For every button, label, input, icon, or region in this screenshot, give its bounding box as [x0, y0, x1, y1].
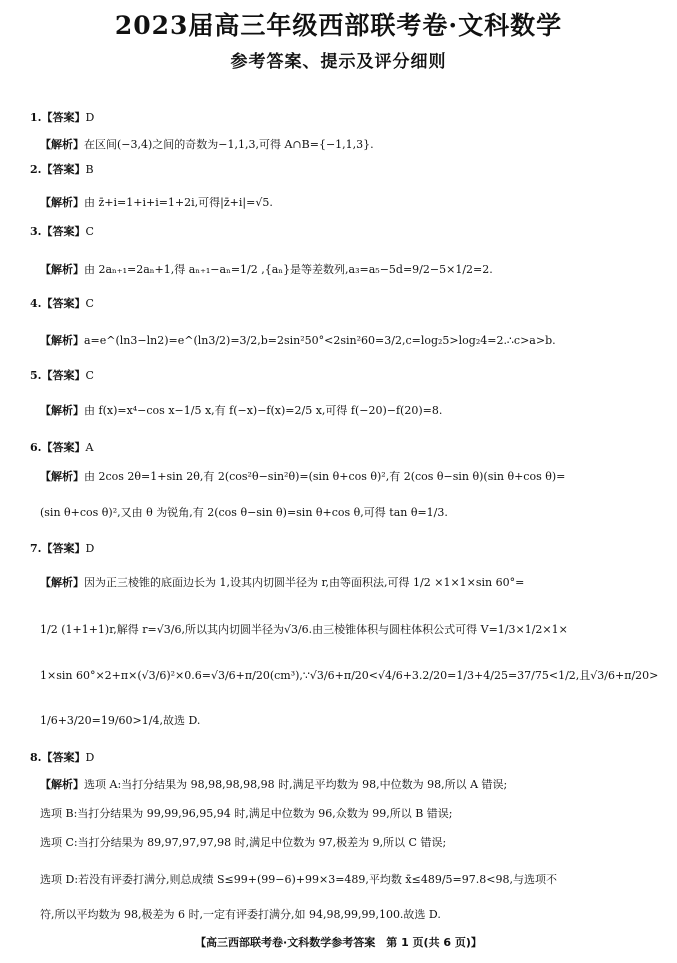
analysis-text: 在区间(−3,4)之间的奇数为−1,1,3,可得 A∩B={−1,1,3}. — [84, 138, 374, 151]
answer-line-q5 — [30, 368, 647, 383]
answer-line-q6 — [30, 440, 647, 455]
analysis-text: 由 f(x)=x⁴−cos x−1/5 x,有 f(−x)−f(x)=2/5 x,可得 f(−20)−f(20)=8. — [84, 404, 443, 417]
answer-tag: 【答案】 — [41, 441, 86, 454]
answer-tag: 【答案】 — [41, 111, 86, 124]
analysis-text: 1/6+3/20=19/60>1/4,故选 D. — [40, 714, 201, 727]
analysis-text: 由 2cos 2θ=1+sin 2θ,有 2(cos²θ−sin²θ)=(sin θ+cos θ)²,有 2(cos θ−sin θ)(sin θ+cos θ)= — [84, 470, 566, 483]
answer-line-q2 — [30, 162, 647, 177]
analysis-text: 选项 B:当打分结果为 99,99,96,95,94 时,满足中位数为 96,众数为 99,所以 B 错误; — [40, 807, 453, 820]
question-number: 6. — [30, 441, 42, 454]
answer-tag: 【答案】 — [41, 369, 86, 382]
question-number: 8. — [30, 751, 42, 764]
answer-value: C — [85, 297, 94, 310]
answer-value: D — [85, 751, 95, 764]
answer-value: C — [85, 369, 94, 382]
analysis-text: 1×sin 60°×2+π×(√3/6)²×0.6=√3/6+π/20(cm³),∵√3/6+π/20<√4/6+3.2/20=1/3+4/25=37/75<1/2,且√3/6+π/20> — [40, 669, 659, 682]
analysis-tag: 【解析】 — [40, 334, 84, 347]
analysis-line-q1 — [40, 137, 647, 152]
page-title: 2023届高三年级西部联考卷·文科数学 — [114, 11, 563, 40]
answer-line-q1 — [30, 110, 647, 125]
analysis-tag: 【解析】 — [40, 263, 84, 276]
analysis-line-q8 — [40, 835, 647, 850]
question-number: 7. — [30, 542, 42, 555]
analysis-text: 因为正三棱锥的底面边长为 1,设其内切圆半径为 r,由等面积法,可得 1/2 ×1×1×sin 60°= — [84, 576, 525, 589]
answer-tag: 【答案】 — [41, 225, 86, 238]
analysis-tag: 【解析】 — [40, 470, 84, 483]
answer-value: B — [85, 163, 94, 176]
analysis-text: a=e^(ln3−ln2)=e^(ln3/2)=3/2,b=2sin²50°<2sin²60=3/2,c=log₂5>log₂4=2.∴c>a>b. — [84, 334, 556, 347]
analysis-text: 由 2aₙ₊₁=2aₙ+1,得 aₙ₊₁−aₙ=1/2 ,{aₙ}是等差数列,a₃=a₅−5d=9/2−5×1/2=2. — [84, 263, 493, 276]
analysis-line-q6 — [40, 469, 647, 484]
page-subtitle: 参考答案、提示及评分细则 — [230, 52, 447, 72]
analysis-line-q6 — [40, 505, 647, 520]
answer-tag: 【答案】 — [41, 297, 86, 310]
question-number: 3. — [30, 225, 42, 238]
analysis-tag: 【解析】 — [40, 404, 84, 417]
question-number: 2. — [30, 163, 42, 176]
answer-tag: 【答案】 — [41, 163, 86, 176]
answer-line-q3 — [30, 224, 647, 239]
question-number: 5. — [30, 369, 42, 382]
page-footer: 【高三西部联考卷·文科数学参考答案 第 1 页(共 6 页)】 — [195, 936, 482, 949]
analysis-tag: 【解析】 — [40, 138, 84, 151]
analysis-tag: 【解析】 — [40, 778, 84, 791]
analysis-line-q4 — [40, 333, 647, 348]
analysis-text: (sin θ+cos θ)²,又由 θ 为锐角,有 2(cos θ−sin θ)=sin θ+cos θ,可得 tan θ=1/3. — [40, 506, 448, 519]
analysis-line-q8 — [40, 806, 647, 821]
analysis-tag: 【解析】 — [40, 576, 84, 589]
analysis-line-q7 — [40, 668, 659, 683]
analysis-text: 选项 D:若没有评委打满分,则总成绩 S≤99+(99−6)+99×3=489,平均数 x̄≤489/5=97.8<98,与选项不 — [40, 873, 557, 886]
question-number: 1. — [30, 111, 42, 124]
analysis-text: 选项 A:当打分结果为 98,98,98,98,98 时,满足平均数为 98,中位数为 98,所以 A 错误; — [84, 778, 508, 791]
analysis-text: 1/2 (1+1+1)r,解得 r=√3/6,所以其内切圆半径为√3/6.由三棱锥体积与圆柱体积公式可得 V=1/3×1/2×1× — [40, 623, 568, 636]
answer-tag: 【答案】 — [41, 542, 86, 555]
analysis-line-q7 — [40, 713, 647, 728]
answer-line-q8 — [30, 750, 647, 765]
question-number: 4. — [30, 297, 42, 310]
analysis-line-q7 — [40, 575, 647, 590]
answer-tag: 【答案】 — [41, 751, 86, 764]
answer-value: C — [85, 225, 94, 238]
analysis-text: 符,所以平均数为 98,极差为 6 时,一定有评委打满分,如 94,98,99,99,100.故选 D. — [40, 908, 441, 921]
analysis-text: 选项 C:当打分结果为 89,97,97,97,98 时,满足中位数为 97,极差为 9,所以 C 错误; — [40, 836, 447, 849]
analysis-line-q5 — [40, 403, 647, 418]
answer-value: D — [85, 111, 95, 124]
analysis-line-q8 — [40, 907, 647, 922]
answer-line-q4 — [30, 296, 647, 311]
analysis-text: 由 z̄+i=1+i+i=1+2i,可得|z̄+i|=√5. — [84, 196, 273, 209]
analysis-line-q3 — [40, 262, 647, 277]
answer-value: D — [85, 542, 95, 555]
analysis-tag: 【解析】 — [40, 196, 84, 209]
analysis-line-q8 — [40, 777, 647, 792]
analysis-line-q2 — [40, 195, 647, 210]
analysis-line-q8 — [40, 872, 647, 887]
answer-value: A — [85, 441, 94, 454]
answer-line-q7 — [30, 541, 647, 556]
analysis-line-q7 — [40, 622, 647, 637]
